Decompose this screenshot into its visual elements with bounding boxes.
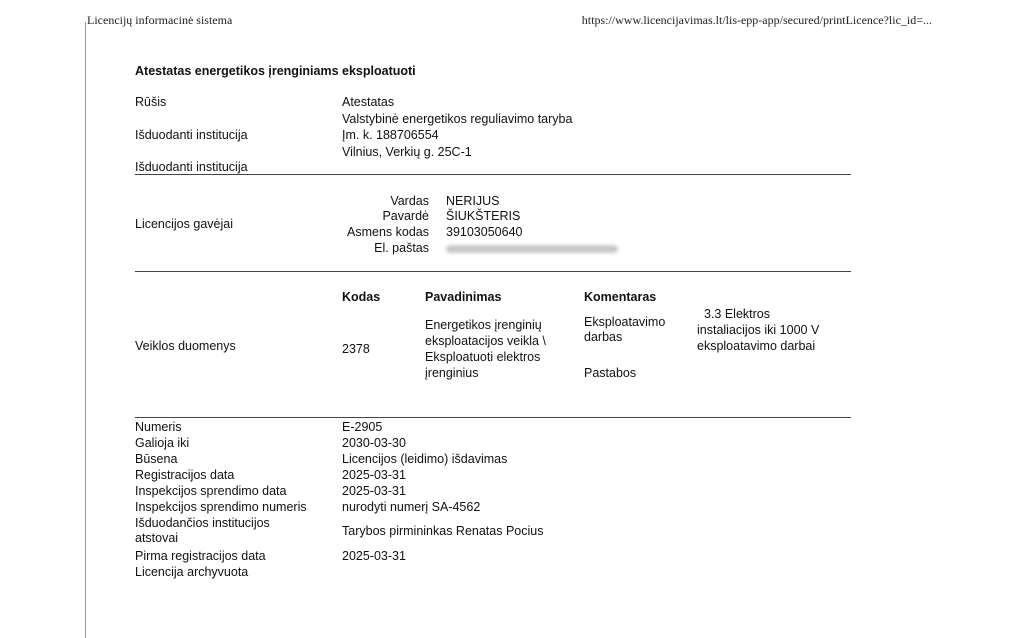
detail-value-registration-date: 2025-03-31 [342,468,406,482]
detail-value-valid-until: 2030-03-30 [342,436,406,450]
column-header-name: Pavadinimas [425,290,502,304]
detail-value-inspection-number: nurodyti numerį SA-4562 [342,500,481,514]
page-left-border [85,22,86,638]
last-name-value: ŠIUKŠTERIS [446,209,521,223]
first-name-label: Vardas [390,194,429,208]
detail-label-number: Numeris [135,420,182,434]
document-title: Atestatas energetikos įrenginiams eksploatuoti [135,64,416,78]
holder-label: Licencijos gavėjai [135,217,233,231]
detail-label-valid-until: Galioja iki [135,436,190,450]
detail-label-first-registration: Pirma registracijos data [135,549,266,563]
activity-name-line: Energetikos įrenginių [425,318,542,332]
activity-code: 2378 [342,342,370,356]
detail-label-inspection-number: Inspekcijos sprendimo numeris [135,500,307,514]
activity-name-line: eksploatacijos veikla \ [425,334,546,348]
institution-code: Įm. k. 188706554 [342,128,439,142]
detail-label-inspection-date: Inspekcijos sprendimo data [135,484,287,498]
type-label: Rūšis [135,95,167,109]
redacted-email [446,245,618,253]
detail-label-status: Būsena [135,452,178,466]
activity-label: Veiklos duomenys [135,339,236,353]
section-divider [135,271,851,272]
institution-label-second: Išduodanti institucija [135,160,248,174]
email-value-redacted [446,241,618,257]
detail-label-representatives: Išduodančios institucijos atstovai [135,516,270,545]
detail-label-archived: Licencija archyvuota [135,565,249,579]
section-divider [135,174,851,175]
site-title: Licencijų informacinė sistema [87,13,233,27]
first-name-value: NERIJUS [446,194,500,208]
last-name-label: Pavardė [382,209,429,223]
activity-comment: Eksploatavimo darbas [584,315,666,344]
institution-name: Valstybinė energetikos reguliavimo taryba [342,112,573,126]
detail-value-inspection-date: 2025-03-31 [342,484,406,498]
page-url: https://www.licencijavimas.lt/lis-epp-app/secured/printLicence?lic_id=... [581,13,932,27]
column-header-comment: Komentaras [584,290,657,304]
notes-label: Pastabos [584,366,637,380]
institution-address: Vilnius, Verkių g. 25C-1 [342,145,472,159]
detail-value-number: E-2905 [342,420,383,434]
personal-code-value: 39103050640 [446,225,523,239]
personal-code-label: Asmens kodas [347,225,429,239]
activity-name-line: įrenginius [425,366,479,380]
print-header [87,13,932,29]
detail-value-status: Licencijos (leidimo) išdavimas [342,452,508,466]
activity-extra-line: instaliacijos iki 1000 V [697,323,820,337]
detail-value-representatives: Tarybos pirmininkas Renatas Pocius [342,524,544,538]
detail-label-registration-date: Registracijos data [135,468,235,482]
section-divider [135,417,851,418]
activity-extra-line: eksploatavimo darbai [697,339,816,353]
activity-name-line: Eksploatuoti elektros [425,350,541,364]
activity-extra-line: 3.3 Elektros [704,307,771,321]
column-header-code: Kodas [342,290,381,304]
email-label: El. paštas [374,241,429,255]
detail-value-first-registration: 2025-03-31 [342,549,406,563]
institution-label: Išduodanti institucija [135,128,248,142]
type-value: Atestatas [342,95,395,109]
